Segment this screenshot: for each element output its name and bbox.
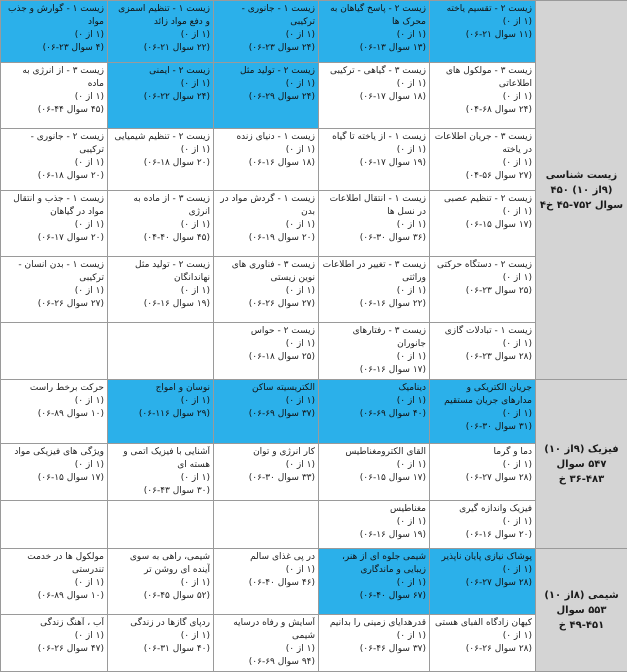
topic-cell[interactable] (319, 257, 430, 323)
topic-title: زیست ۳ - رفتارهای جانوران (322, 325, 426, 351)
topic-title: شیمی، راهی به سوی آینده ای روشن تر (111, 551, 210, 577)
topic-title: زیست ۳ - از ماده به انرژی (111, 193, 210, 219)
topic-cell[interactable] (108, 191, 214, 257)
topic-cell[interactable] (430, 191, 536, 257)
topic-range: (۱ از ۰) (217, 78, 315, 91)
topic-range: (۱ از ۰) (433, 16, 532, 29)
topic-cell[interactable] (319, 615, 430, 672)
topic-cell[interactable] (319, 549, 430, 615)
topic-title: زیست ۲ - تولید مثل نهاندانگان (111, 259, 210, 285)
topic-cell[interactable] (319, 63, 430, 129)
topic-cell[interactable] (108, 129, 214, 191)
topic-cell[interactable] (214, 323, 319, 380)
topic-title: جریان الکتریکی و مدارهای جریان مستقیم (433, 382, 532, 408)
topic-range: (۱ از ۰) (111, 78, 210, 91)
topic-cell[interactable] (430, 549, 536, 615)
topic-cell[interactable] (214, 257, 319, 323)
topic-questions: (۱۷ سوال ۱۵-۰۶) (322, 472, 426, 485)
table-row (1, 1, 627, 63)
topic-range: (۱ از ۰) (217, 29, 315, 42)
topic-questions: (۱۷ سوال ۱۶-۰۶) (322, 364, 426, 377)
topic-cell[interactable] (319, 191, 430, 257)
topic-range: (۱ از ۰) (322, 285, 426, 298)
topic-range: (۱ از ۰) (4, 285, 104, 298)
topic-cell[interactable] (108, 444, 214, 501)
topic-questions: (۱۷ سوال ۱۵-۰۶) (433, 219, 532, 232)
topic-range: (۱ از ۰) (217, 285, 315, 298)
topic-range: (۱ از ۰) (433, 564, 532, 577)
table-row (1, 615, 627, 672)
topic-title: زیست ۱ - انتقال اطلاعات در نسل ها (322, 193, 426, 219)
topic-title: در پی غذای سالم (217, 551, 315, 564)
subject-cell: شیمی (۸از ۱۰) ۵۵۳ سوال ۴۵۱-۴۹ خ (536, 549, 627, 672)
topic-title: زیست ۳ - گیاهی - ترکیبی (322, 65, 426, 78)
topic-cell[interactable] (319, 501, 430, 549)
topic-range: (۱ از ۰) (433, 338, 532, 351)
topic-cell[interactable] (1, 257, 108, 323)
topic-range: (۱ از ۰) (433, 630, 532, 643)
topic-range: (۱ از ۰) (322, 351, 426, 364)
topic-range: (۱ از ۰) (111, 472, 210, 485)
topic-questions: (۲۵ سوال ۲۳-۰۶) (433, 285, 532, 298)
topics-table-body (1, 1, 627, 672)
topic-range: (۱ از ۰) (433, 157, 532, 170)
topic-range: (۱ از ۰) (433, 459, 532, 472)
topic-title: زیست ۱ - تنظیم اسمزی و دفع مواد زائد (111, 3, 210, 29)
topic-questions: (۱۹ سوال ۱۶-۰۶) (322, 529, 426, 542)
topic-title: زیست ۳ - مولکول های اطلاعاتی (433, 65, 532, 91)
topic-range: (۱ از ۰) (322, 577, 426, 590)
topic-title: دینامیک (322, 382, 426, 395)
topic-range: (۱ از ۰) (322, 395, 426, 408)
topic-questions: (۴۷ سوال ۲۶-۰۶) (4, 643, 104, 656)
topic-cell[interactable] (1, 444, 108, 501)
topic-cell[interactable] (108, 323, 214, 380)
topic-range: (۱ از ۰) (111, 285, 210, 298)
topic-cell[interactable] (1, 501, 108, 549)
topic-title: زیست ۱ - جانوری - ترکیبی (217, 3, 315, 29)
topic-range: (۱ از ۰) (217, 395, 315, 408)
topic-title: زیست ۲ - تنظیم عصبی (433, 193, 532, 206)
topic-title: الکتریسیته ساکن (217, 382, 315, 395)
topic-cell[interactable] (430, 1, 536, 63)
topic-questions: (۲۸ سوال ۲۶-۰۶) (433, 643, 532, 656)
topic-cell[interactable] (214, 380, 319, 444)
table-row (1, 444, 627, 501)
table-row (1, 191, 627, 257)
topic-questions: (۴۰ سوال ۶۹-۰۶) (322, 408, 426, 421)
topic-title: زیست ۱ - گوارش و جذب مواد (4, 3, 104, 29)
topic-questions: (۱۸ سوال ۱۷-۰۶) (322, 91, 426, 104)
table-row (1, 129, 627, 191)
topic-questions: (۲۷ سوال ۲۶-۰۶) (217, 298, 315, 311)
topic-questions: (۲۴ سوال ۲۳-۰۶) (217, 42, 315, 55)
topic-range: (۱ از ۰) (433, 206, 532, 219)
table-row (1, 323, 627, 380)
topic-title: آسایش و رفاه درسایه شیمی (217, 617, 315, 643)
topic-range: (۱ از ۰) (433, 91, 532, 104)
topic-questions: (۲۷ سوال ۲۶-۰۶) (4, 298, 104, 311)
topic-range: (۱ از ۰) (4, 459, 104, 472)
topic-questions: (۱۰ سوال ۸۹-۰۶) (4, 590, 104, 603)
topic-questions: (۴۵ سوال ۴۴-۰۶) (4, 104, 104, 117)
topic-cell[interactable] (430, 129, 536, 191)
topic-title: زیست ۲ - تولید مثل (217, 65, 315, 78)
topic-cell[interactable] (1, 549, 108, 615)
topic-cell[interactable] (214, 191, 319, 257)
topic-range: (۱ از ۰) (322, 78, 426, 91)
topic-questions: (۲۴ سوال ۲۲-۰۶) (111, 91, 210, 104)
topic-cell[interactable] (108, 615, 214, 672)
topic-range: (۱ از ۰) (433, 272, 532, 285)
topic-questions: (۳۷ سوال ۴۶-۰۶) (322, 643, 426, 656)
topic-questions: (۲۰ سوال ۱۶-۰۶) (433, 529, 532, 542)
topic-title: حرکت برخط راست (4, 382, 104, 395)
topic-range: (۱ از ۰) (111, 29, 210, 42)
topic-cell[interactable] (214, 63, 319, 129)
topic-cell[interactable] (1, 615, 108, 672)
topic-cell[interactable] (319, 380, 430, 444)
topic-cell[interactable] (214, 1, 319, 63)
topic-questions: (۳۳ سوال ۳۰-۰۶) (217, 472, 315, 485)
topic-questions: (۲۵ سوال ۱۸-۰۶) (217, 351, 315, 364)
topic-title: دما و گرما (433, 446, 532, 459)
topic-title: زیست ۲ - پاسخ گیاهان به محرک ها (322, 3, 426, 29)
topic-title: مغناطیس (322, 503, 426, 516)
topic-title: زیست ۱ - تبادلات گازی (433, 325, 532, 338)
topic-cell[interactable] (319, 323, 430, 380)
topic-cell[interactable] (214, 501, 319, 549)
table-row (1, 63, 627, 129)
topic-questions: (۲۸ سوال ۲۷-۰۶) (433, 577, 532, 590)
subject-cell: زیست شناسی (۹از ۱۰) ۴۵۰ سوال ۷۵۲-۴۵ خ۴ (536, 1, 627, 380)
table-row (1, 380, 627, 444)
topic-range: (۱ از ۰) (322, 516, 426, 529)
topic-cell[interactable] (214, 615, 319, 672)
topic-questions: (۱۸ سوال ۱۶-۰۶) (217, 157, 315, 170)
topic-title: نوسان و امواج (111, 382, 210, 395)
topic-cell[interactable] (430, 444, 536, 501)
topic-questions: (۱۹ سوال ۱۷-۰۶) (322, 157, 426, 170)
topic-range: (۱ از ۰) (433, 408, 532, 421)
topic-questions: (۱۹ سوال ۱۶-۰۶) (111, 298, 210, 311)
topic-title: فیزیک واندازه گیری (433, 503, 532, 516)
topic-cell[interactable] (1, 129, 108, 191)
topic-questions: (۱۰ سوال ۸۹-۰۶) (4, 408, 104, 421)
topic-cell[interactable] (1, 323, 108, 380)
topic-cell[interactable] (430, 257, 536, 323)
topic-questions: (۴۰ سوال ۳۱-۰۶) (111, 643, 210, 656)
topic-title: زیست ۲ - تقسیم یاخته (433, 3, 532, 16)
topic-cell[interactable] (1, 380, 108, 444)
topic-range: (۱ از ۰) (217, 219, 315, 232)
topic-questions: (۲۰ سوال ۱۹-۰۶) (217, 232, 315, 245)
topic-cell[interactable] (430, 323, 536, 380)
topic-questions: (۳۰ سوال ۴۳-۰۶) (111, 485, 210, 498)
topic-cell[interactable] (1, 1, 108, 63)
topic-range: (۱ از ۰) (217, 144, 315, 157)
topic-title: پوشاک نیازی پایان ناپذیر (433, 551, 532, 564)
topic-range: (۱ از ۰) (433, 516, 532, 529)
topic-cell[interactable] (108, 380, 214, 444)
table-row (1, 257, 627, 323)
topic-questions: (۲۰ سوال ۱۸-۰۶) (111, 157, 210, 170)
topic-title: زیست ۲ - ایمنی (111, 65, 210, 78)
table-row (1, 501, 627, 549)
topic-title: ردپای گازها در زندگی (111, 617, 210, 630)
topic-cell[interactable] (108, 549, 214, 615)
topic-title: زیست ۳ - فناوری های نوین زیستی (217, 259, 315, 285)
topic-questions: (۶۷ سوال ۴۰-۰۶) (322, 590, 426, 603)
topic-range: (۱ از ۰) (111, 395, 210, 408)
topic-range: (۱ از ۰) (217, 459, 315, 472)
topic-range: (۱ از ۰) (4, 29, 104, 42)
topic-title: زیست ۳ - جریان اطلاعات در یاخته (433, 131, 532, 157)
topic-title: زیست ۱ - جذب و انتقال مواد در گیاهان (4, 193, 104, 219)
topic-title: قدرهدایای زمینی را بدانیم (322, 617, 426, 630)
topic-questions: (۲۴ سوال ۲۹-۰۶) (217, 91, 315, 104)
topic-range: (۱ از ۰) (217, 338, 315, 351)
topic-range: (۱ از ۰) (4, 395, 104, 408)
topic-range: (۱ از ۰) (322, 29, 426, 42)
topic-questions: (۳۱ سوال ۳۰-۰۶) (433, 421, 532, 434)
topic-cell[interactable] (1, 191, 108, 257)
subject-cell: فیزیک (۹از ۱۰) ۵۴۷ سوال ۴۸۳-۳۶ خ (536, 380, 627, 549)
topic-questions: (۴۵ سوال ۴۰-۰۴) (111, 232, 210, 245)
topic-title: کیهان زادگاه الفبای هستی (433, 617, 532, 630)
topic-title: زیست ۲ - جانوری - ترکیبی (4, 131, 104, 157)
topic-range: (۱ از ۰) (4, 630, 104, 643)
topic-cell[interactable] (108, 257, 214, 323)
topic-range: (۱ از ۰) (4, 577, 104, 590)
topic-range: (۱ از ۰) (217, 564, 315, 577)
topic-range: (۱ از ۰) (322, 630, 426, 643)
topic-cell[interactable] (430, 501, 536, 549)
topic-questions: (۱۳ سوال ۱۳-۰۶) (322, 42, 426, 55)
topic-range: (۱ از ۰) (111, 144, 210, 157)
topic-questions: (۳۷ سوال ۶۹-۰۶) (217, 408, 315, 421)
topic-questions: (۹۴ سوال ۶۹-۰۶) (217, 656, 315, 669)
topic-title: زیست ۱ - بدن انسان - ترکیبی (4, 259, 104, 285)
topic-range: (۱ از ۰) (4, 157, 104, 170)
topic-title: زیست ۱ - دنیای زنده (217, 131, 315, 144)
topic-title: ویژگی های فیزیکی مواد (4, 446, 104, 459)
topic-range: (۱ از ۰) (322, 144, 426, 157)
topic-range: (۱ از ۰) (111, 577, 210, 590)
topic-title: زیست ۲ - تنظیم شیمیایی (111, 131, 210, 144)
topic-range: (۱ از ۰) (322, 219, 426, 232)
topic-cell[interactable] (214, 444, 319, 501)
topic-range: (۱ از ۰) (111, 630, 210, 643)
topic-questions: (۲۰ سوال ۱۸-۰۶) (4, 170, 104, 183)
topic-questions: (۵۲ سوال ۴۵-۰۶) (111, 590, 210, 603)
topic-questions: (۲۷ سوال ۵۶-۰۴) (433, 170, 532, 183)
topic-questions: (۲۰ سوال ۱۷-۰۶) (4, 232, 104, 245)
topic-cell[interactable] (214, 549, 319, 615)
topic-title: کار انرژی و توان (217, 446, 315, 459)
table-row (1, 549, 627, 615)
topic-questions: (۴۶ سوال ۴۰-۰۶) (217, 577, 315, 590)
topic-title: شیمی جلوه ای از هنر، زیبایی و ماندگاری (322, 551, 426, 577)
topic-title: زیست ۱ - از یاخته تا گیاه (322, 131, 426, 144)
topic-cell[interactable] (214, 129, 319, 191)
topic-questions: (۳۶ سوال ۳۰-۰۶) (322, 232, 426, 245)
topic-cell[interactable] (108, 501, 214, 549)
topic-questions: (۴ سوال ۲۳-۰۶) (4, 42, 104, 55)
topic-range: (۱ از ۰) (4, 219, 104, 232)
topic-range: (۱ از ۰) (111, 219, 210, 232)
topic-title: مولکول ها در خدمت تندرستی (4, 551, 104, 577)
topic-questions: (۲۹ سوال ۱۱۶-۰۶) (111, 408, 210, 421)
topic-questions: (۱۱ سوال ۲۱-۰۶) (433, 29, 532, 42)
topic-cell[interactable] (1, 63, 108, 129)
topic-title: آب ، آهنگ زندگی (4, 617, 104, 630)
topic-title: القای الکترومغناطیس (322, 446, 426, 459)
topic-title: زیست ۱ - گردش مواد در بدن (217, 193, 315, 219)
topic-range: (۱ از ۰) (322, 459, 426, 472)
topic-questions: (۲۸ سوال ۲۷-۰۶) (433, 472, 532, 485)
topic-questions: (۲۲ سوال ۱۶-۰۶) (322, 298, 426, 311)
topic-questions: (۱۷ سوال ۱۵-۰۶) (4, 472, 104, 485)
topic-cell[interactable] (319, 129, 430, 191)
topic-cell[interactable] (319, 1, 430, 63)
topic-cell[interactable] (430, 615, 536, 672)
topic-title: آشنایی با فیزیک اتمی و هسته ای (111, 446, 210, 472)
topic-title: زیست ۳ - تغییر در اطلاعات وراثتی (322, 259, 426, 285)
topic-range: (۱ از ۰) (217, 643, 315, 656)
topic-questions: (۲۲ سوال ۲۱-۰۶) (111, 42, 210, 55)
topic-cell[interactable] (430, 380, 536, 444)
topic-cell[interactable] (430, 63, 536, 129)
topic-range: (۱ از ۰) (4, 91, 104, 104)
topic-cell[interactable] (108, 63, 214, 129)
topic-title: زیست ۳ - از انرژی به ماده (4, 65, 104, 91)
topic-questions: (۲۸ سوال ۲۳-۰۶) (433, 351, 532, 364)
topic-cell[interactable] (319, 444, 430, 501)
topic-questions: (۲۴ سوال ۶۸-۰۴) (433, 104, 532, 117)
topic-title: زیست ۲ - حواس (217, 325, 315, 338)
topic-title: زیست ۲ - دستگاه حرکتی (433, 259, 532, 272)
topic-cell[interactable] (108, 1, 214, 63)
